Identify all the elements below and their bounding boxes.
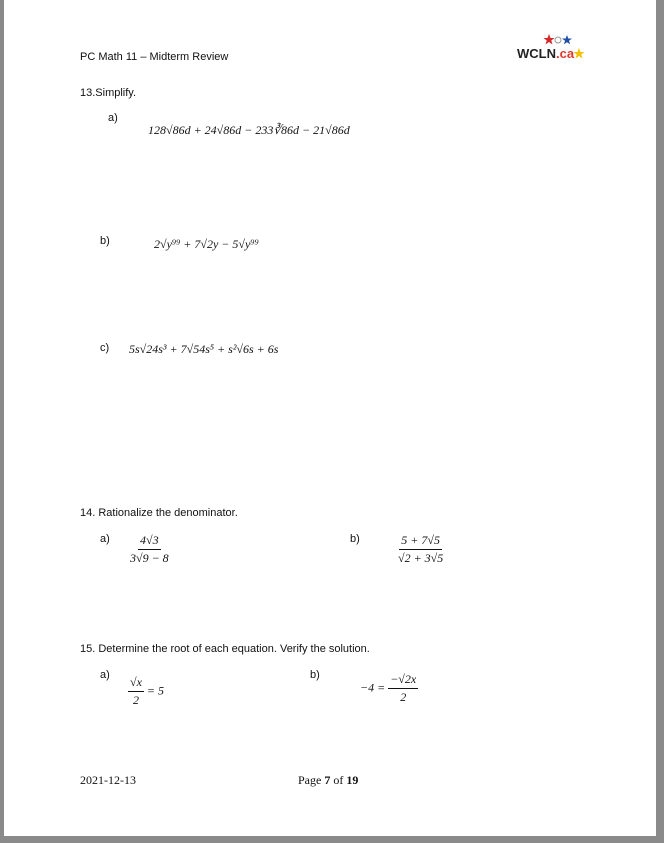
q15a-rhs: = 5 xyxy=(146,683,165,698)
q14b-fraction xyxy=(396,533,445,566)
q15a-label: a) xyxy=(100,669,110,681)
page-of: of xyxy=(333,773,344,787)
q13c-label: c) xyxy=(100,342,110,354)
logo-stars-icon xyxy=(543,33,623,47)
q15b-lhs: −4 = xyxy=(360,680,386,695)
document-title: PC Math 11 – Midterm Review xyxy=(80,51,229,63)
q15a-numerator: √x xyxy=(128,675,144,692)
q14a-label: a) xyxy=(100,533,110,545)
page-current: 7 xyxy=(324,773,331,787)
q13c-expression: 5s√24s³ + 7√54s⁵ + s²√6s + 6s xyxy=(129,342,279,356)
wcln-logo xyxy=(517,35,597,65)
q14-prompt: 14. Rationalize the denominator. xyxy=(80,507,238,519)
logo-text: WCLN xyxy=(517,46,556,61)
footer-date: 2021-12-13 xyxy=(80,773,136,787)
q15b-numerator: −√2x xyxy=(388,672,418,689)
q13b-label: b) xyxy=(100,235,110,247)
q13-prompt: 13.Simplify. xyxy=(80,87,137,99)
q15a-denominator: 2 xyxy=(132,693,139,707)
q14a-numerator: 4√3 xyxy=(138,533,161,550)
q13a-label: a) xyxy=(108,112,118,124)
q13b-expression: 2√y⁹⁹ + 7√2y − 5√y⁹⁹ xyxy=(154,237,259,251)
page-prefix: Page xyxy=(298,773,322,787)
q14b-numerator: 5 + 7√5 xyxy=(399,533,442,550)
q15b-equation xyxy=(360,672,418,705)
q13a-expression: 128√86d + 24√86d − 233∛86d − 21√86d xyxy=(148,123,350,137)
q15b-label: b) xyxy=(310,669,320,681)
q14b-label: b) xyxy=(350,533,360,545)
logo-yellow-star-icon xyxy=(573,48,585,60)
q15a-equation xyxy=(128,675,164,708)
q15b-denominator: 2 xyxy=(400,690,407,704)
document-page xyxy=(4,0,656,836)
q15-prompt: 15. Determine the root of each equation. Verify the solution. xyxy=(80,643,370,655)
q14a-fraction xyxy=(128,533,171,566)
q14b-denominator: √2 + 3√5 xyxy=(398,551,444,565)
q14a-denominator: 3√9 − 8 xyxy=(130,551,169,565)
logo-ca-text: .ca xyxy=(556,46,575,61)
page-total: 19 xyxy=(346,773,359,787)
footer-page-number xyxy=(298,773,358,788)
